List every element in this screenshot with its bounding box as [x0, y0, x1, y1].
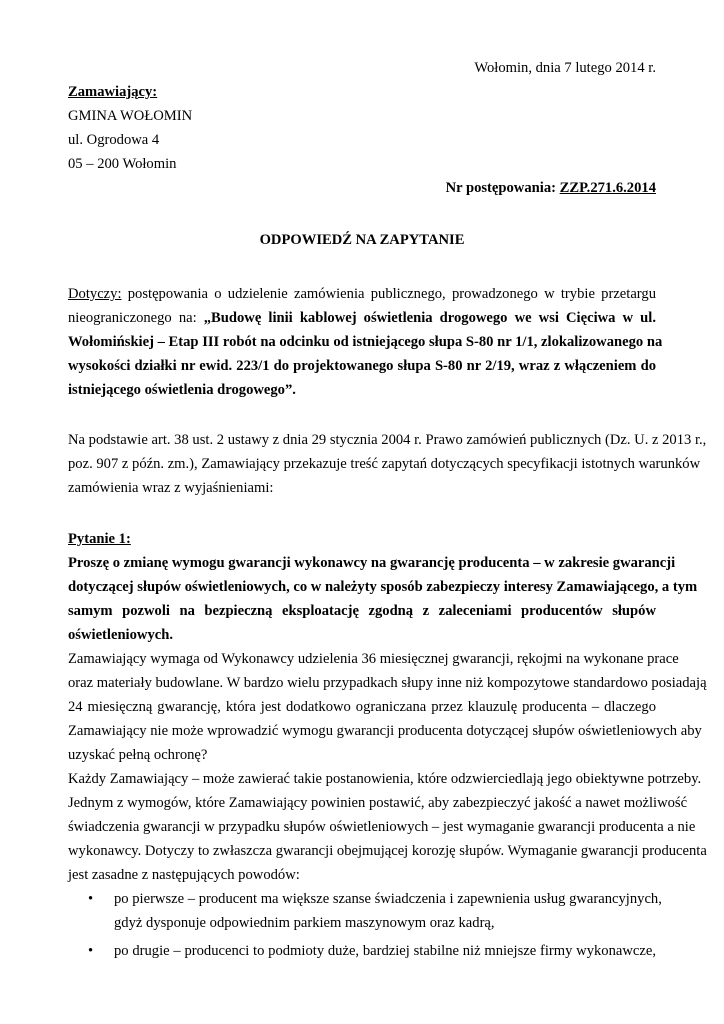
question-1-line-2: dotyczącej słupów oświetleniowych, co w należyty sposób zabezpieczy interesy Zamawiającego, a tym — [68, 579, 698, 595]
answer-1-line-3: świadczenia gwarancji w przypadku słupów oświetleniowych – jest wymaganie gwarancji producenta a nie — [68, 819, 696, 835]
spacer — [68, 200, 656, 224]
question-1-line-1: Proszę o zmianę wymogu gwarancji wykonawcy na gwarancję producenta – w zakresie gwarancji — [68, 555, 676, 571]
intro-paragraph — [68, 428, 707, 500]
orderer-city: 05 – 200 Wołomin — [68, 156, 177, 172]
subject-line-1: Dotyczy: postępowania o udzielenie zamówienia publicznego, prowadzonego w trybie przetargu — [68, 286, 656, 302]
question-1-label: Pytanie 1: — [68, 531, 131, 547]
subject-line-5: istniejącego oświetlenia drogowego”. — [68, 382, 296, 398]
spacer — [68, 402, 656, 428]
answer-1-line-2: Jednym z wymogów, które Zamawiający powinien postawić, aby zabezpieczyć jakość a nawet możliwość — [68, 795, 688, 811]
document-title: ODPOWIEDŹ NA ZAPYTANIE — [259, 232, 465, 248]
answer-1-bullets — [68, 887, 662, 963]
question-1-bold — [68, 551, 698, 647]
bullet-1-line-1: po pierwsze – producent ma większe szanse świadczenia i zapewnienia usług gwarancyjnych, — [114, 891, 662, 907]
bullet-icon: • — [88, 943, 94, 959]
question-1-text — [68, 647, 707, 767]
question-1-text-line-2: oraz materiały budowlane. W bardzo wielu przypadkach słupy inne niż kompozytowe standardowo posiadają — [68, 675, 707, 691]
question-1-line-3: samym pozwoli na bezpieczną eksploatację zgodną z zaleceniami producentów słupów — [68, 603, 656, 619]
intro-line-2: poz. 907 z późn. zm.), Zamawiający przekazuje treść zapytań dotyczących specyfikacji istotnych warunków — [68, 456, 701, 472]
place-date: Wołomin, dnia 7 lutego 2014 r. — [474, 60, 656, 76]
bullet-icon: • — [88, 891, 94, 907]
answer-1-line-1: Każdy Zamawiający – może zawierać takie postanowienia, które odzwierciedlają jego obiektywne potrzeby. — [68, 771, 702, 787]
subject-line-3: Wołomińskiej – Etap III robót na odcinku od istniejącego słupa S-80 nr 1/1, zlokalizowanego na — [68, 334, 663, 350]
intro-line-1: Na podstawie art. 38 ust. 2 ustawy z dnia 29 stycznia 2004 r. Prawo zamówień publicznych (Dz. U. z 2013 r., — [68, 432, 707, 448]
spacer — [68, 500, 656, 527]
spacer — [68, 252, 656, 280]
case-number: ZZP.271.6.2014 — [559, 180, 656, 196]
answer-1-line-5: jest zasadne z następujących powodów: — [68, 867, 300, 883]
list-item — [68, 939, 656, 963]
subject-paragraph — [68, 282, 663, 402]
subject-label: Dotyczy: — [68, 286, 122, 302]
answer-1-line-4: wykonawcy. Dotyczy to zwłaszcza gwarancji obejmującej korozję słupów. Wymaganie gwarancji producenta — [68, 843, 707, 859]
case-label: Nr postępowania: — [445, 180, 560, 196]
orderer-street: ul. Ogrodowa 4 — [68, 132, 160, 148]
intro-line-3: zamówienia wraz z wyjaśnieniami: — [68, 480, 274, 496]
list-item — [68, 887, 662, 935]
question-1-text-line-5: uzyskać pełną ochronę? — [68, 747, 208, 763]
bullet-2-line-1: po drugie – producenci to podmioty duże, bardziej stabilne niż mniejsze firmy wykonawcze, — [114, 943, 656, 959]
subject-line-4: wysokości działki nr ewid. 223/1 do projektowanego słupa S-80 nr 2/19, wraz z włączeniem do — [68, 358, 656, 374]
subject-line-2: nieograniczonego na: „Budowę linii kablowej oświetlenia drogowego we wsi Cięciwa w ul. — [68, 310, 656, 326]
answer-1 — [68, 767, 707, 887]
orderer-name: GMINA WOŁOMIN — [68, 108, 193, 124]
case-number-line — [68, 176, 656, 200]
bullet-1-line-2: gdyż dysponuje odpowiednim parkiem maszynowym oraz kadrą, — [114, 915, 495, 931]
question-1-text-line-1: Zamawiający wymaga od Wykonawcy udzielenia 36 miesięcznej gwarancji, rękojmi na wykonane prace — [68, 651, 679, 667]
orderer-label: Zamawiający: — [68, 84, 158, 100]
document-page — [68, 56, 707, 963]
question-1-line-4: oświetleniowych. — [68, 627, 173, 643]
question-1-text-line-4: Zamawiający nie może wprowadzić wymogu gwarancji producenta dotyczącej słupów oświetleniowych aby — [68, 723, 702, 739]
question-1-text-line-3: 24 miesięczną gwarancję, która jest dodatkowo ograniczana przez klauzulę producenta – dlaczego — [68, 699, 656, 715]
